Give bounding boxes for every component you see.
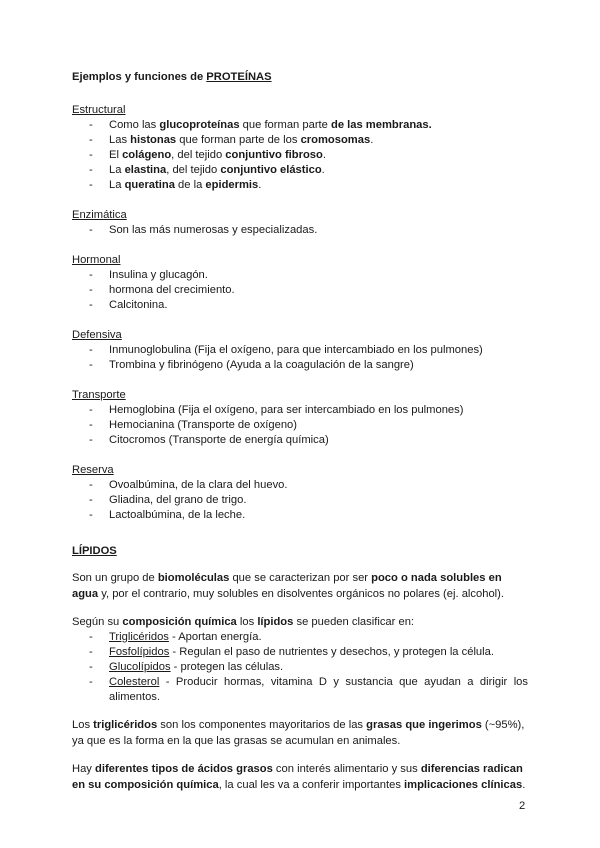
list-item: - Lactoalbúmina, de la leche. [89,509,246,521]
list-item: - Gliadina, del grano de trigo. [89,494,247,506]
list-item: - Glucolípidos - protegen las células. [89,661,284,673]
list-item: - Inmunoglobulina (Fija el oxígeno, para que intercambiado en los pulmones) [89,344,483,356]
page-number: 2 [519,800,526,812]
section-enzimatica [72,208,528,238]
lipidos-paragraph-3: Los triglicéridos son los componentes mayoritarios de las grasas que ingerimos (~95%), ya que es la forma en la que las grasas se acumulan en animales. [72,719,525,747]
list-item: - Citocromos (Transporte de energía química) [89,434,329,446]
list-item: - Insulina y glucagón. [89,269,208,281]
list-item: - Fosfolípidos - Regulan el paso de nutrientes y desechos, y protegen la célula. [89,646,494,658]
title-highlight: PROTEÍNAS [206,71,272,83]
lipidos-paragraph-1: Son un grupo de biomoléculas que se caracterizan por ser poco o nada solubles en agua y, por el contrario, muy solubles en disolventes orgánicos no polares (ej. alcohol). [72,572,504,600]
section-defensiva [72,328,528,373]
section-hormonal [72,253,528,313]
section-reserva [72,463,528,523]
section-heading: Enzimática [72,209,127,221]
document-page [72,70,528,805]
list-item: - Ovoalbúmina, de la clara del huevo. [89,479,288,491]
list-item: - Las histonas que forman parte de los cromosomas. [89,134,374,146]
section-estructural [72,103,528,193]
list-item: - hormona del crecimiento. [89,284,235,296]
section-heading: Defensiva [72,329,122,341]
list-item: - Colesterol - Producir hormas, vitamina D y sustancia que ayudan a dirigir los alimentos. [89,676,528,703]
section-heading: Transporte [72,389,126,401]
lipid-types-list [72,630,528,705]
lipidos-paragraph-4: Hay diferentes tipos de ácidos grasos con interés alimentario y sus diferencias radican en su composición química, la cual les va a conferir importantes implicaciones clínicas. [72,763,526,791]
section-heading: Reserva [72,464,114,476]
section-heading: Hormonal [72,254,121,266]
list-item: - Trombina y fibrinógeno (Ayuda a la coagulación de la sangre) [89,359,414,371]
section-heading: Estructural [72,104,126,116]
list-item: - Son las más numerosas y especializadas. [89,224,318,236]
lipidos-paragraph-2: Según su composición química los lípidos se pueden clasificar en: [72,616,415,628]
list-item: - Como las glucoproteínas que forman parte de las membranas. [89,119,432,131]
list-item: - Triglicéridos - Aportan energía. [89,631,262,643]
list-item: - La elastina, del tejido conjuntivo elástico. [89,164,325,176]
list-item: - Calcitonina. [89,299,168,311]
list-item: - El colágeno, del tejido conjuntivo fibroso. [89,149,326,161]
list-item: - Hemocianina (Transporte de oxígeno) [89,419,298,431]
section-transporte [72,388,528,448]
page-title: Ejemplos y funciones de PROTEÍNAS [72,71,272,83]
lipidos-heading: LÍPIDOS [72,545,117,557]
list-item: - La queratina de la epidermis. [89,179,262,191]
list-item: - Hemoglobina (Fija el oxígeno, para ser intercambiado en los pulmones) [89,404,464,416]
